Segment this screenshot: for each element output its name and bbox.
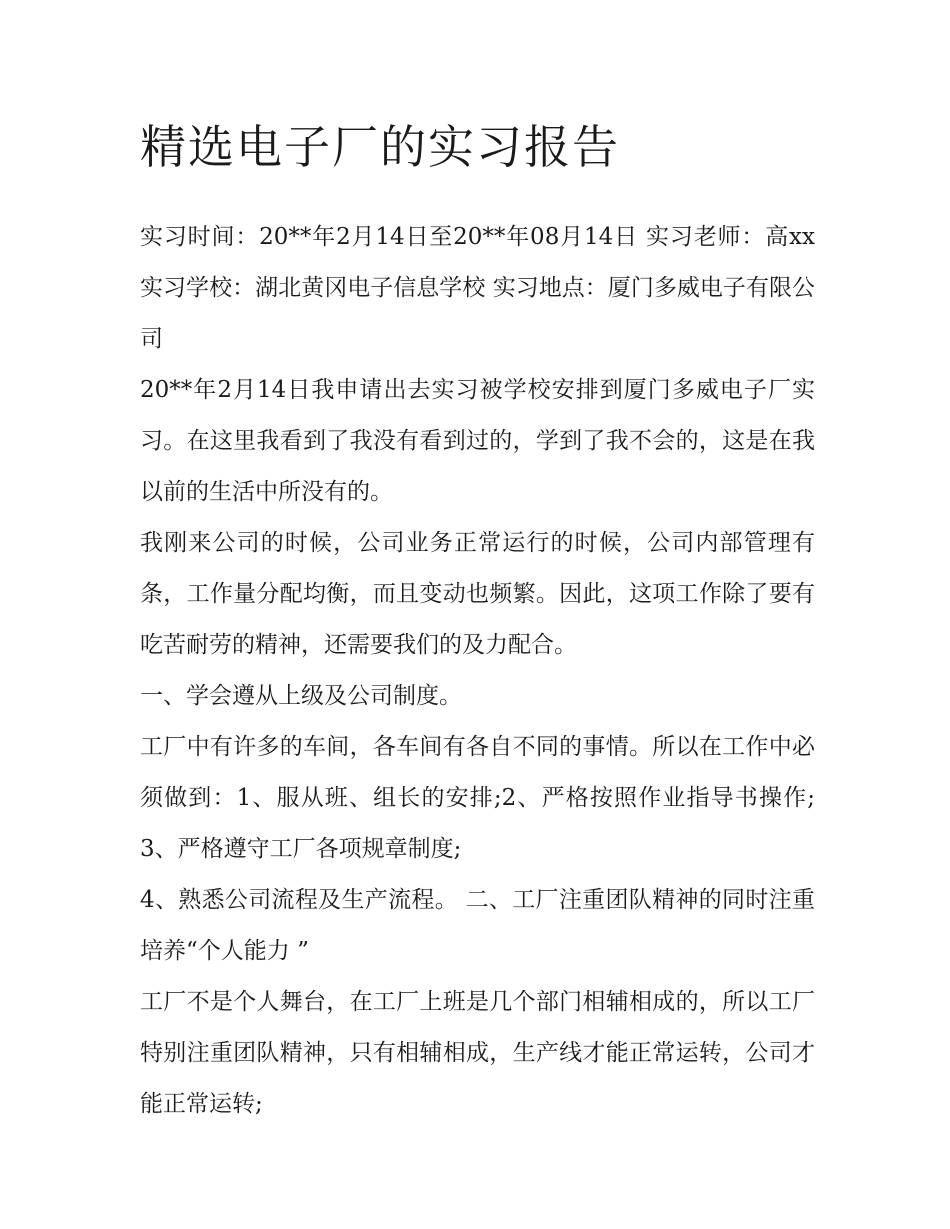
paragraph-teamwork: 工厂不是个人舞台，在工厂上班是几个部门相辅相成的，所以工厂特别注重团队精神，只有相辅相成，生产线才能正常运转，公司才能正常运转;: [140, 989, 815, 1117]
document-page: [140, 112, 815, 1130]
paragraph-intro: 20**年2月14日我申请出去实习被学校安排到厦门多威电子厂实习。在这里我看到了我没有看到过的，学到了我不会的，这是在我以前的生活中所没有的。: [140, 377, 815, 505]
paragraph-company: 我刚来公司的时候，公司业务正常运行的时候，公司内部管理有条，工作量分配均衡，而且变动也频繁。因此，这项工作除了要有吃苦耐劳的精神，还需要我们的及力配合。: [140, 530, 815, 658]
paragraph-section-2: 4、熟悉公司流程及生产流程。 二、工厂注重团队精神的同时注重培养“个人能力 ”: [140, 887, 815, 964]
section-heading-1: 一、学会遵从上级及公司制度。: [140, 683, 462, 709]
paragraph-internship-info: 实习时间：20**年2月14日至20**年08月14日 实习老师：高xx 实习学校：湖北黄冈电子信息学校 实习地点：厦门多威电子有限公司: [140, 224, 815, 352]
paragraph-workshop-rules: 工厂中有许多的车间，各车间有各自不同的事情。所以在工作中必须做到：1、服从班、组长的安排;2、严格按照作业指导书操作;3、严格遵守工厂各项规章制度;: [140, 734, 815, 862]
document-title: 精选电子厂的实习报告: [140, 120, 620, 174]
